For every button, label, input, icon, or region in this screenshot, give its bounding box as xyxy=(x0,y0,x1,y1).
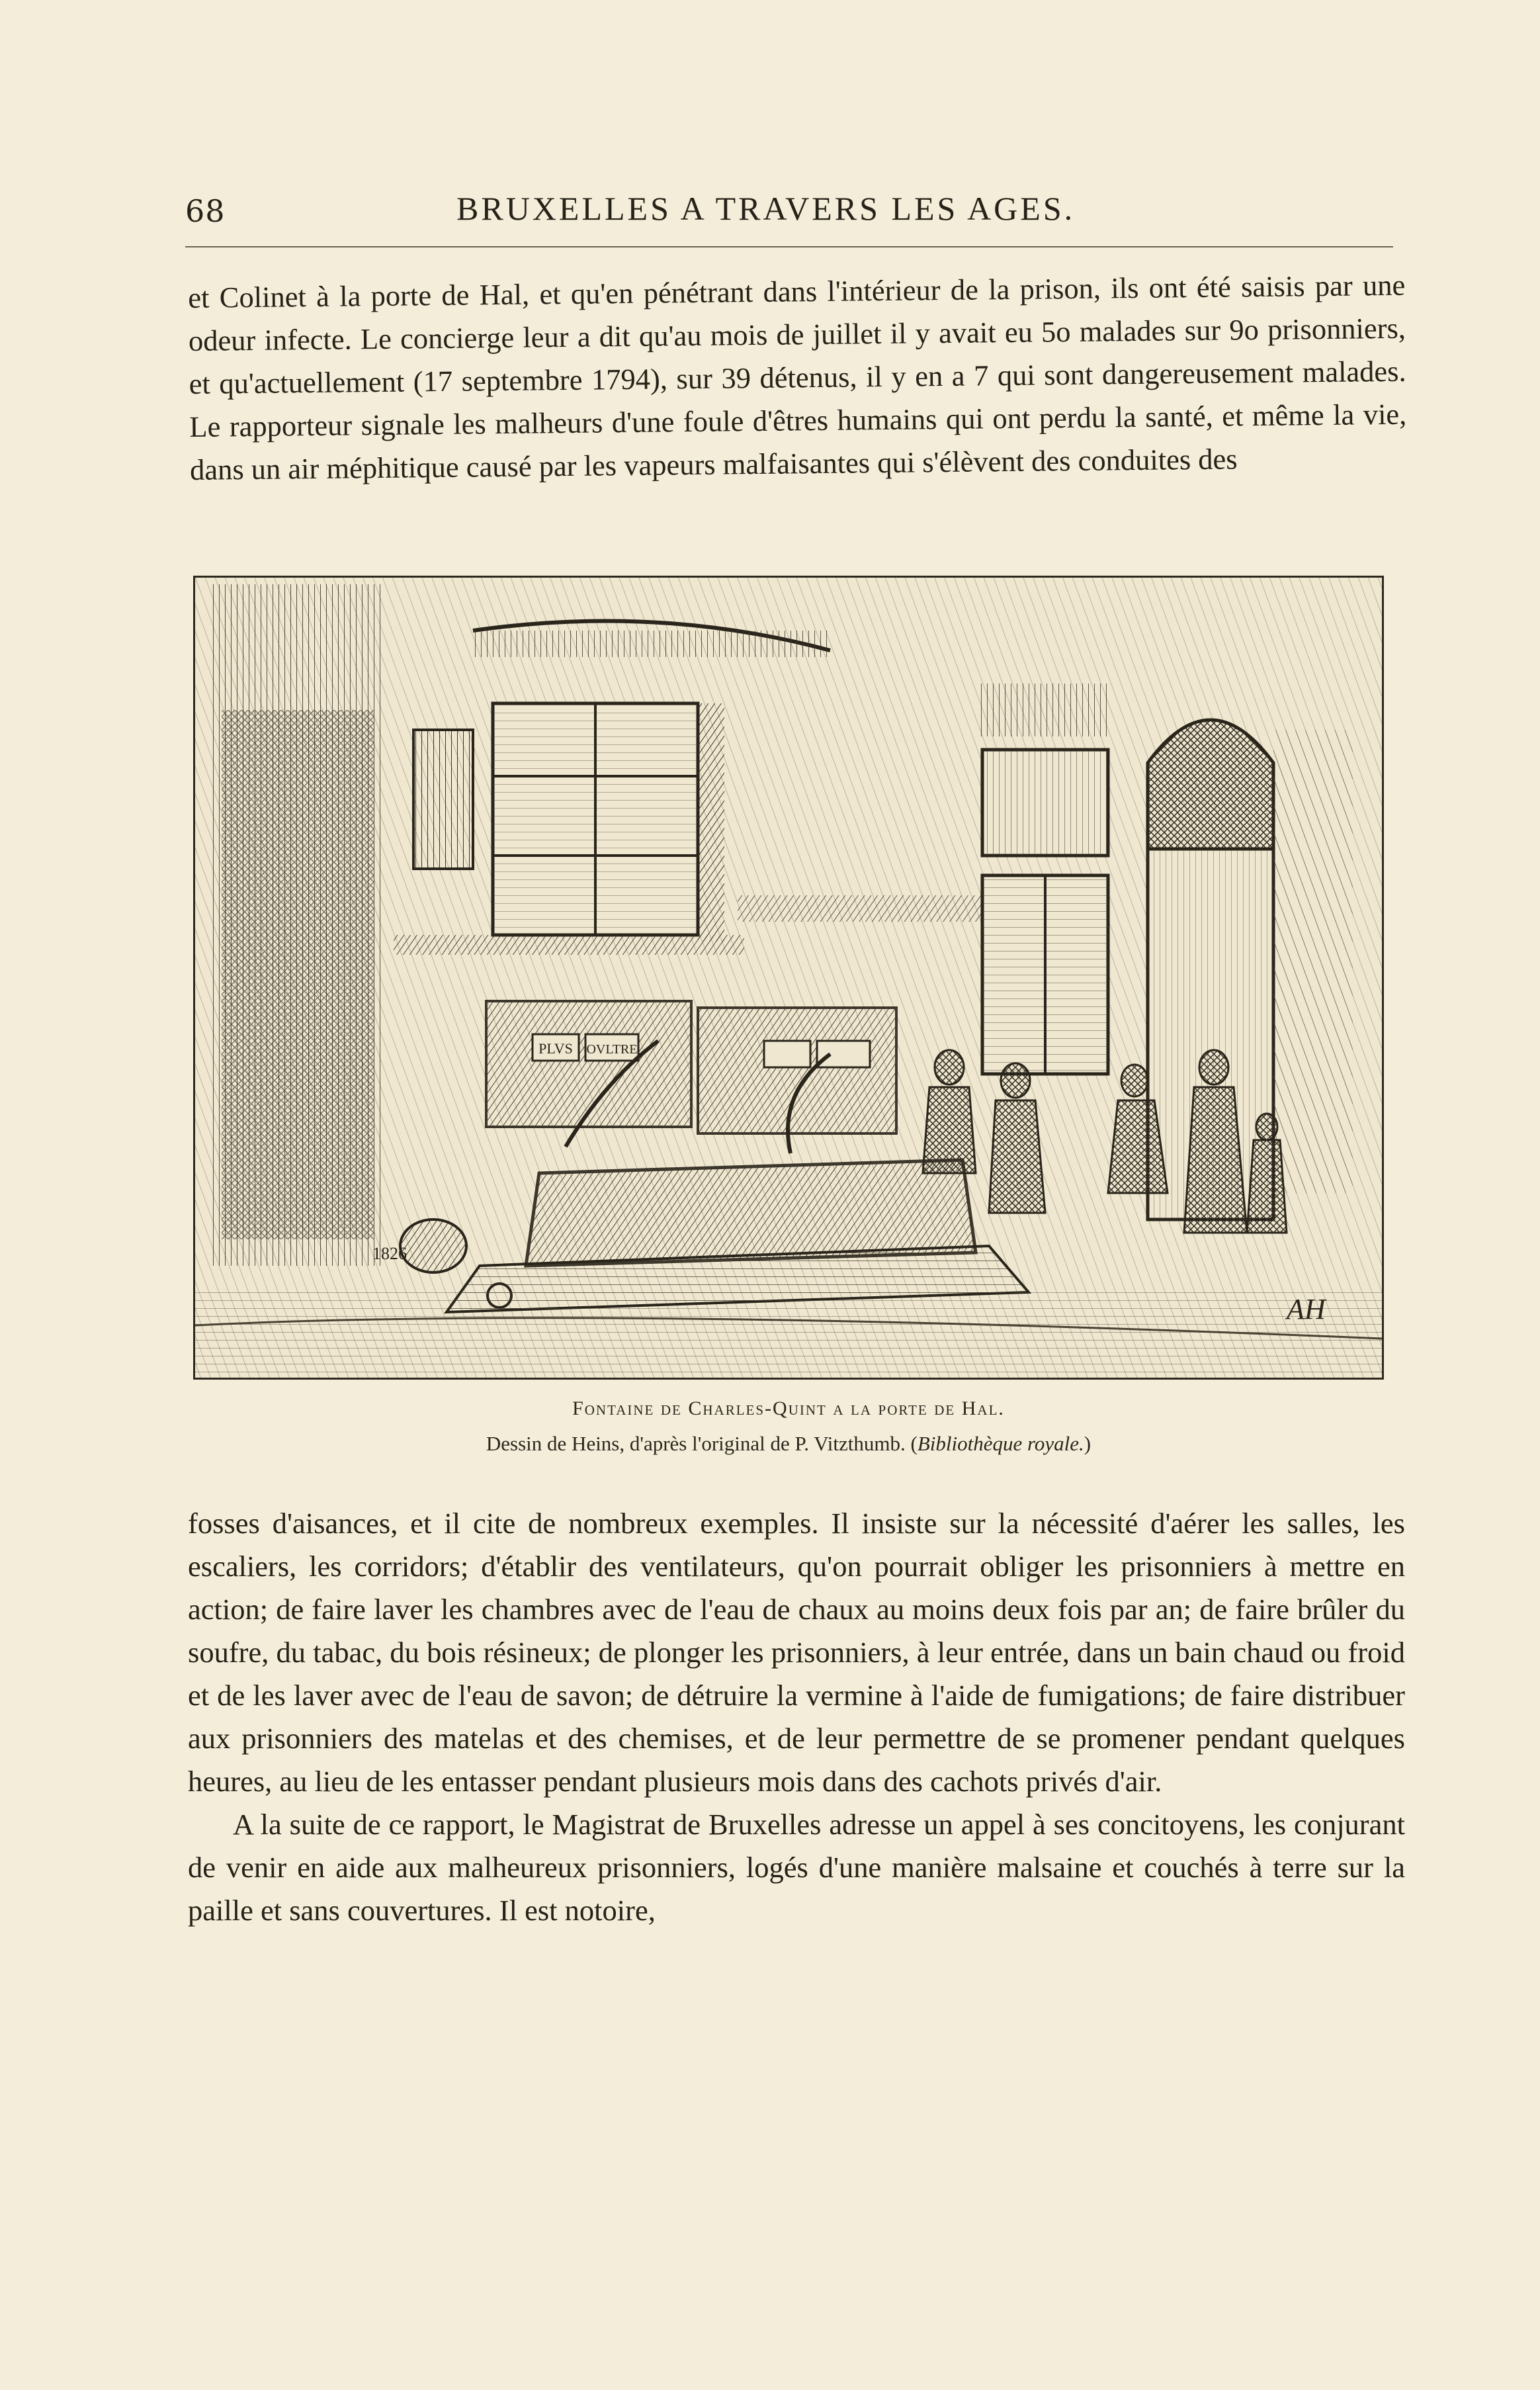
running-title: BRUXELLES A TRAVERS LES AGES. xyxy=(456,190,1076,227)
plaque-word-1: PLVS xyxy=(538,1040,573,1057)
running-head xyxy=(185,190,1393,240)
artist-monogram: AH xyxy=(1287,1293,1326,1325)
engraved-date: 1826 xyxy=(372,1244,407,1263)
figure-caption-credit xyxy=(193,1432,1384,1456)
caption-credit-end: ) xyxy=(1084,1432,1091,1455)
caption-credit-main: Dessin de Heins, d'après l'original de P. Vitzthumb. ( xyxy=(486,1432,918,1455)
top-paragraph xyxy=(188,264,1407,492)
caption-credit-italic: Bibliothèque royale. xyxy=(917,1432,1084,1455)
figure-caption-title: Fontaine de Charles-Quint a la porte de Hal. xyxy=(572,1397,1005,1419)
fountain-engraving xyxy=(195,578,1382,1378)
bottom-text xyxy=(188,1502,1405,1932)
page-number: 68 xyxy=(185,193,226,229)
plaque-word-2: OVLTRE xyxy=(586,1042,638,1057)
header-rule xyxy=(185,246,1393,247)
engraving-figure xyxy=(193,576,1384,1380)
bottom-paragraph-1: fosses d'aisances, et il cite de nombreux exemples. Il insiste sur la nécessité d'aérer les salles, les escaliers, les corridors; d'établir des ventilateurs, qu'on pourrait obliger les prisonniers à mettre en action; de faire laver les chambres avec de l'eau de chaux au moins deux fois par an; de faire brûler du soufre, du tabac, du bois résineux; de plonger les prisonniers, à leur entrée, dans un bain chaud ou froid et de les laver avec de l'eau de savon; de détruire la vermine à l'aide de fumigations; de faire distribuer aux prisonniers des matelas et des chemises, et de leur permettre de se promener pendant quelques heures, au lieu de les entasser pendant plusieurs mois dans des cachots privés d'air. xyxy=(188,1507,1405,1798)
bottom-paragraph-2: A la suite de ce rapport, le Magistrat de Bruxelles adresse un appel à ses concitoyens, les conjurant de venir en aide aux malheureux prisonniers, logés d'une manière malsaine et couchés à terre sur la paille et sans couvertures. Il est notoire, xyxy=(188,1808,1405,1927)
top-paragraph-text: et Colinet à la porte de Hal, et qu'en pénétrant dans l'intérieur de la prison, ils ont été saisis par une odeur infecte. Le concierge leur a dit qu'au mois de juillet il y avait eu 5o malades sur 9o prisonniers, et qu'actuellement (17 septembre 1794), sur 39 détenus, il y en a 7 qui sont dangereusement malades. Le rapporteur signale les malheurs d'une foule d'êtres humains qui ont perdu la santé, et même la vie, dans un air méphitique causé par les vapeurs malfaisantes qui s'élèvent des conduites des xyxy=(188,268,1407,486)
